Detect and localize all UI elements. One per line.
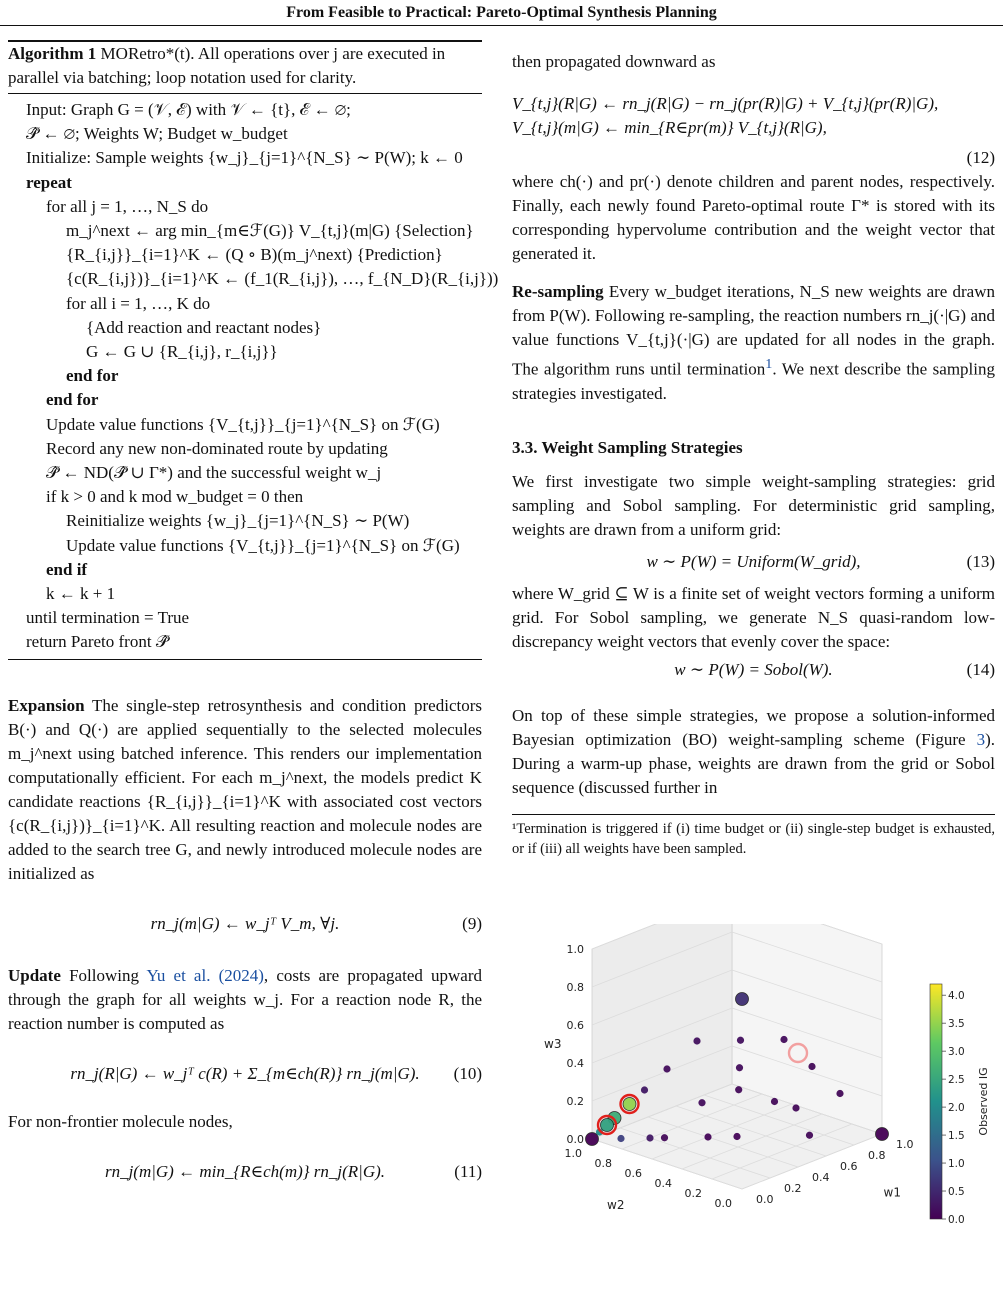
update-heading: Update: [8, 965, 61, 985]
w3-tick-label: 0.0: [566, 1133, 584, 1146]
equation-12-number: (12): [966, 148, 995, 167]
equation-13-body: w ∼ P(W) = Uniform(W_grid),: [646, 551, 861, 571]
footnote: ¹Termination is triggered if (i) time budget or (ii) single-step budget is exhausted, or if (iii) all weights have been sampled.: [512, 814, 995, 859]
equation-12b: [512, 116, 995, 146]
algorithm-line: Initialize: Sample weights {w_j}_{j=1}^{N_S} ∼ P(W); k ← 0: [26, 148, 463, 168]
w1-tick-label: 0.8: [868, 1149, 886, 1162]
scatter-point: [663, 1065, 670, 1072]
algorithm-line: for all j = 1, …, N_S do: [46, 196, 209, 216]
equation-9: [8, 912, 482, 936]
w2-tick-label: 0.8: [594, 1157, 612, 1170]
algorithm-line: until termination = True: [26, 608, 190, 628]
w3-tick-label: 0.4: [566, 1057, 584, 1070]
colorbar-tick-label: 1.0: [948, 1158, 965, 1171]
scatter-point: [646, 1134, 653, 1141]
algorithm-line: {R_{i,j}}_{i=1}^K ← (Q ∘ B)(m_j^next) {Prediction}: [66, 245, 443, 265]
equation-14-number: (14): [966, 659, 995, 679]
bo-post: ). During a warm-up phase, weights are drawn from the grid or Sobol sequence (discussed further in: [512, 729, 996, 797]
w3-tick-label: 0.6: [566, 1019, 584, 1032]
equation-12a: [512, 92, 995, 116]
algorithm-line: {Add reaction and reactant nodes}: [86, 317, 322, 337]
right-column: [512, 34, 996, 1226]
scatter-point: [641, 1086, 648, 1093]
scatter-point: [876, 1128, 889, 1141]
algorithm-line: Update value functions {V_{t,j}}_{j=1}^{N_S} on ℱ(G): [46, 414, 440, 434]
figure-ref-link[interactable]: 3: [976, 729, 986, 749]
nonfrontier-text: For non-frontier molecule nodes,: [8, 1111, 233, 1131]
colorbar-tick-label: 2.0: [948, 1102, 965, 1115]
algorithm-line: Input: Graph G = (𝒱, ℰ) with 𝒱 ← {t}, ℰ ← ∅;: [26, 100, 351, 119]
w1-axis-label: w1: [883, 1185, 901, 1200]
algorithm-line: end for: [46, 390, 99, 410]
algorithm-line: m_j^next ← arg min_{m∈ℱ(G)} V_{t,j}(m|G) {Selection}: [66, 221, 474, 241]
scatter-point: [808, 1063, 815, 1070]
propagation-intro: then propagated downward as: [512, 52, 716, 71]
colorbar-tick-label: 3.0: [948, 1046, 965, 1059]
bo-paragraph: [512, 704, 995, 800]
running-header: [0, 0, 1003, 26]
scatter-point: [617, 1135, 624, 1142]
scatter-point: [836, 1090, 843, 1097]
footnote-ref[interactable]: 1: [765, 356, 773, 372]
algorithm-line: Record any new non-dominated route by updating: [46, 438, 388, 458]
grid-sobol-paragraph: We first investigate two simple weight-sampling strategies: grid sampling and Sobol sampling. For deterministic grid sampling, weights are drawn from a uniform grid:: [512, 471, 995, 539]
algorithm-caption-text: MORetro*(t). All operations over j are executed in parallel via batching; loop notation used for clarity.: [8, 44, 446, 87]
colorbar-tick-label: 2.5: [948, 1074, 965, 1087]
equation-10-body: rn_j(R|G) ← w_jᵀ c(R) + Σ_{m∈ch(R)} rn_j(m|G).: [70, 1063, 420, 1083]
algorithm-box: [8, 40, 499, 660]
scatter-point: [704, 1133, 711, 1140]
w1-tick-label: 0.4: [812, 1171, 830, 1184]
grid-definition-paragraph: where W_grid ⊆ W is a finite set of weight vectors forming a uniform grid. For Sobol sampling, we generate N_S quasi-random low-discrepancy weight vectors that evenly cover the space:: [512, 583, 995, 651]
algorithm-line: Update value functions {V_{t,j}}_{j=1}^{N_S} on ℱ(G): [66, 535, 460, 555]
algorithm-line: {c(R_{i,j})}_{i=1}^K ← (f_1(R_{i,j}), …, f_{N_D}(R_{i,j})): [66, 269, 499, 289]
scatter-point: [698, 1099, 705, 1106]
bo-pre: On top of these simple strategies, we propose a solution-informed Bayesian optimization (BO) weight-sampling scheme (Figure: [512, 705, 995, 749]
scatter-point: [771, 1098, 778, 1105]
algorithm-line: 𝒫̂ ← ∅; Weights W; Budget w_budget: [26, 124, 288, 144]
left-column: [8, 34, 499, 1184]
algorithm-body: [8, 94, 499, 655]
algorithm-caption: [8, 42, 482, 94]
algorithm-line: for all i = 1, …, K do: [66, 293, 211, 313]
equation-11-number: (11): [454, 1161, 482, 1181]
scatter-point: [693, 1037, 700, 1044]
colorbar-label: Observed IG: [977, 1067, 990, 1136]
colorbar-tick-label: 1.5: [948, 1130, 965, 1143]
w2-tick-label: 0.4: [654, 1177, 672, 1190]
algorithm-line: G ← G ∪ {R_{i,j}, r_{i,j}}: [86, 342, 278, 362]
resampling-text: Every w_budget iterations, N_S new weights are drawn from P(W). Following re-sampling, the reaction numbers rn_j(·|G) and value functions V_{t,j}(·|G) are updated for all nodes in the graph. The algorithm runs until termination: [512, 282, 996, 379]
w1-tick-label: 0.6: [840, 1160, 858, 1173]
section-heading: 3.3. Weight Sampling Strategies: [512, 437, 743, 457]
expansion-heading: Expansion: [8, 695, 85, 715]
equation-12a-body: V_{t,j}(R|G) ← rn_j(R|G) − rn_j(pr(R)|G) + V_{t,j}(pr(R)|G),: [512, 94, 939, 113]
resampling-heading: Re-sampling: [512, 282, 604, 301]
algorithm-line: return Pareto front 𝒫̂: [26, 632, 169, 652]
citation-link[interactable]: Yu et al. (2024): [146, 965, 264, 985]
equation-11: [8, 1160, 482, 1184]
colorbar-tick-label: 0.5: [948, 1186, 965, 1199]
scatter-point: [806, 1132, 813, 1139]
resampling-tail: . We next describe the sampling strategies investigated.: [512, 359, 995, 403]
colorbar-tick-label: 4.0: [948, 990, 965, 1003]
scatter-point: [661, 1134, 668, 1141]
algorithm-line: end for: [66, 366, 119, 386]
w3-tick-label: 0.8: [566, 981, 584, 994]
equation-14: [512, 658, 995, 682]
equation-10: [8, 1062, 482, 1096]
colorbar: [930, 984, 942, 1219]
equation-13-number: (13): [966, 551, 995, 571]
w2-tick-label: 1.0: [564, 1147, 582, 1160]
scatter-point: [601, 1119, 614, 1132]
equation-12b-body: V_{t,j}(m|G) ← min_{R∈pr(m)} V_{t,j}(R|G),: [512, 118, 827, 137]
colorbar-tick-label: 0.0: [948, 1214, 965, 1226]
equation-9-number: (9): [462, 913, 482, 933]
running-header-title: From Feasible to Practical: Pareto-Optimal Synthesis Planning: [286, 4, 717, 21]
resampling-paragraph: [512, 280, 995, 406]
update-paragraph: [8, 964, 482, 1036]
equation-11-body: rn_j(m|G) ← min_{R∈ch(m)} rn_j(R|G).: [104, 1161, 386, 1181]
scatter-point: [792, 1104, 799, 1111]
equation-12-number-row: [512, 146, 995, 170]
algorithm-line: k ← k + 1: [46, 584, 116, 604]
scatter-point: [586, 1133, 599, 1146]
scatter-point: [733, 1133, 740, 1140]
w2-tick-label: 0.0: [714, 1197, 732, 1210]
algorithm-line: end if: [46, 559, 88, 579]
expansion-text: The single-step retrosynthesis and condition predictors B(·) and Q(·) are applied sequentially to the selected molecules m_j^next using batched inference. This renders our implementation computationally efficient. For each m_j^next, the models predict K candidate reactions {R_{i,j}}_{i=1}^K with associated cost vectors {c(R_{i,j})}_{i=1}^K. All resulting reaction and molecule nodes are added to the search tree G, and newly introduced molecule nodes are initialized as: [8, 695, 482, 883]
w3-tick-label: 0.2: [566, 1095, 584, 1108]
algorithm-line: repeat: [26, 172, 72, 192]
colorbar-tick-label: 3.5: [948, 1018, 965, 1031]
w3-axis-label: w3: [544, 1037, 562, 1051]
w3-tick-label: 1.0: [566, 943, 584, 956]
update-pre: Following: [69, 965, 139, 985]
algorithm-line: 𝒫̂ ← ND(𝒫̂ ∪ Γ*) and the successful weight w_j: [46, 463, 382, 483]
ig-3d-scatter-svg: [512, 924, 995, 1284]
w2-tick-label: 0.6: [624, 1167, 642, 1180]
algorithm-caption-label: Algorithm 1: [8, 44, 97, 63]
update-text: , costs are propagated upward through the graph for all weights w_j. For a reaction node R, the reaction number is computed as: [8, 965, 482, 1033]
w1-tick-label: 0.0: [756, 1193, 774, 1206]
children-parent-paragraph: where ch(·) and pr(·) denote children and parent nodes, respectively. Finally, each newly found Pareto-optimal route Γ* is stored with its corresponding hypervolume contribution and the weight vector that generated it.: [512, 172, 995, 263]
scatter-point: [623, 1098, 636, 1111]
scatter-point: [735, 1086, 742, 1093]
w2-axis-label: w2: [607, 1197, 625, 1212]
equation-14-body: w ∼ P(W) = Sobol(W).: [674, 659, 833, 679]
algorithm-line: Reinitialize weights {w_j}_{j=1}^{N_S} ∼ P(W): [66, 511, 410, 531]
ig-3d-scatter-figure: [512, 924, 995, 1284]
algorithm-line: if k > 0 and k mod w_budget = 0 then: [46, 487, 304, 507]
w1-tick-label: 1.0: [896, 1138, 914, 1151]
scatter-point: [780, 1036, 787, 1043]
equation-9-body: rn_j(m|G) ← w_jᵀ V_m, ∀j.: [150, 913, 340, 933]
expansion-paragraph: [8, 694, 482, 886]
scatter-point: [736, 993, 749, 1006]
w2-tick-label: 0.2: [684, 1187, 702, 1200]
w1-tick-label: 0.2: [784, 1182, 802, 1195]
equation-13: [512, 550, 995, 574]
scatter-point: [737, 1037, 744, 1044]
scatter-point: [736, 1064, 743, 1071]
equation-10-number: (10): [453, 1063, 482, 1083]
